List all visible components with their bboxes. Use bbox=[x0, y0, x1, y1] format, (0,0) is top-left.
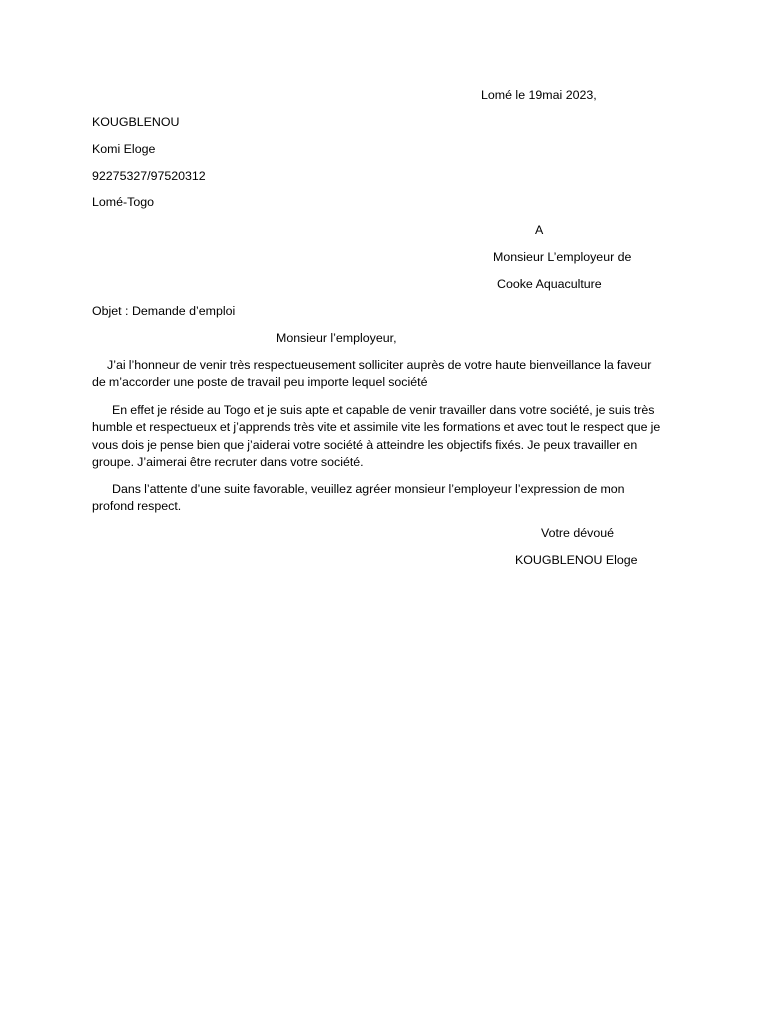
sender-surname: KOUGBLENOU bbox=[92, 115, 180, 129]
letter-salutation: Monsieur l’employeur, bbox=[276, 331, 397, 345]
letter-paragraph-1: J’ai l’honneur de venir très respectueusement solliciter auprès de votre haute bienveillance la faveur de m’accorder une poste de travail peu importe lequel société bbox=[92, 358, 652, 390]
sender-city: Lomé-Togo bbox=[92, 195, 154, 209]
letter-date: Lomé le 19mai 2023, bbox=[481, 88, 597, 102]
letter-subject: Objet : Demande d’emploi bbox=[92, 304, 236, 318]
letter-paragraph-2: En effet je réside au Togo et je suis apte et capable de venir travailler dans votre société, je suis très humble et respectueux et j’apprends très vite et assimile vite les formations et avec tout le respect que je vous dois je pense bien que j’aiderai votre société à atteindre les objectifs fixés. Je peux travailler en groupe. J’aimerai être recruter dans votre société. bbox=[92, 403, 661, 469]
recipient-title: Monsieur L’employeur de bbox=[493, 250, 632, 264]
sender-first-names: Komi Eloge bbox=[92, 142, 156, 156]
recipient-to: A bbox=[535, 223, 544, 237]
letter-signature: KOUGBLENOU Eloge bbox=[515, 553, 638, 567]
sender-phone: 92275327/97520312 bbox=[92, 169, 206, 183]
letter-paragraph-3: Dans l’attente d’une suite favorable, veuillez agréer monsieur l’employeur l’expression de mon profond respect. bbox=[92, 482, 625, 514]
letter-closing: Votre dévoué bbox=[541, 526, 615, 540]
recipient-company: Cooke Aquaculture bbox=[497, 277, 602, 291]
